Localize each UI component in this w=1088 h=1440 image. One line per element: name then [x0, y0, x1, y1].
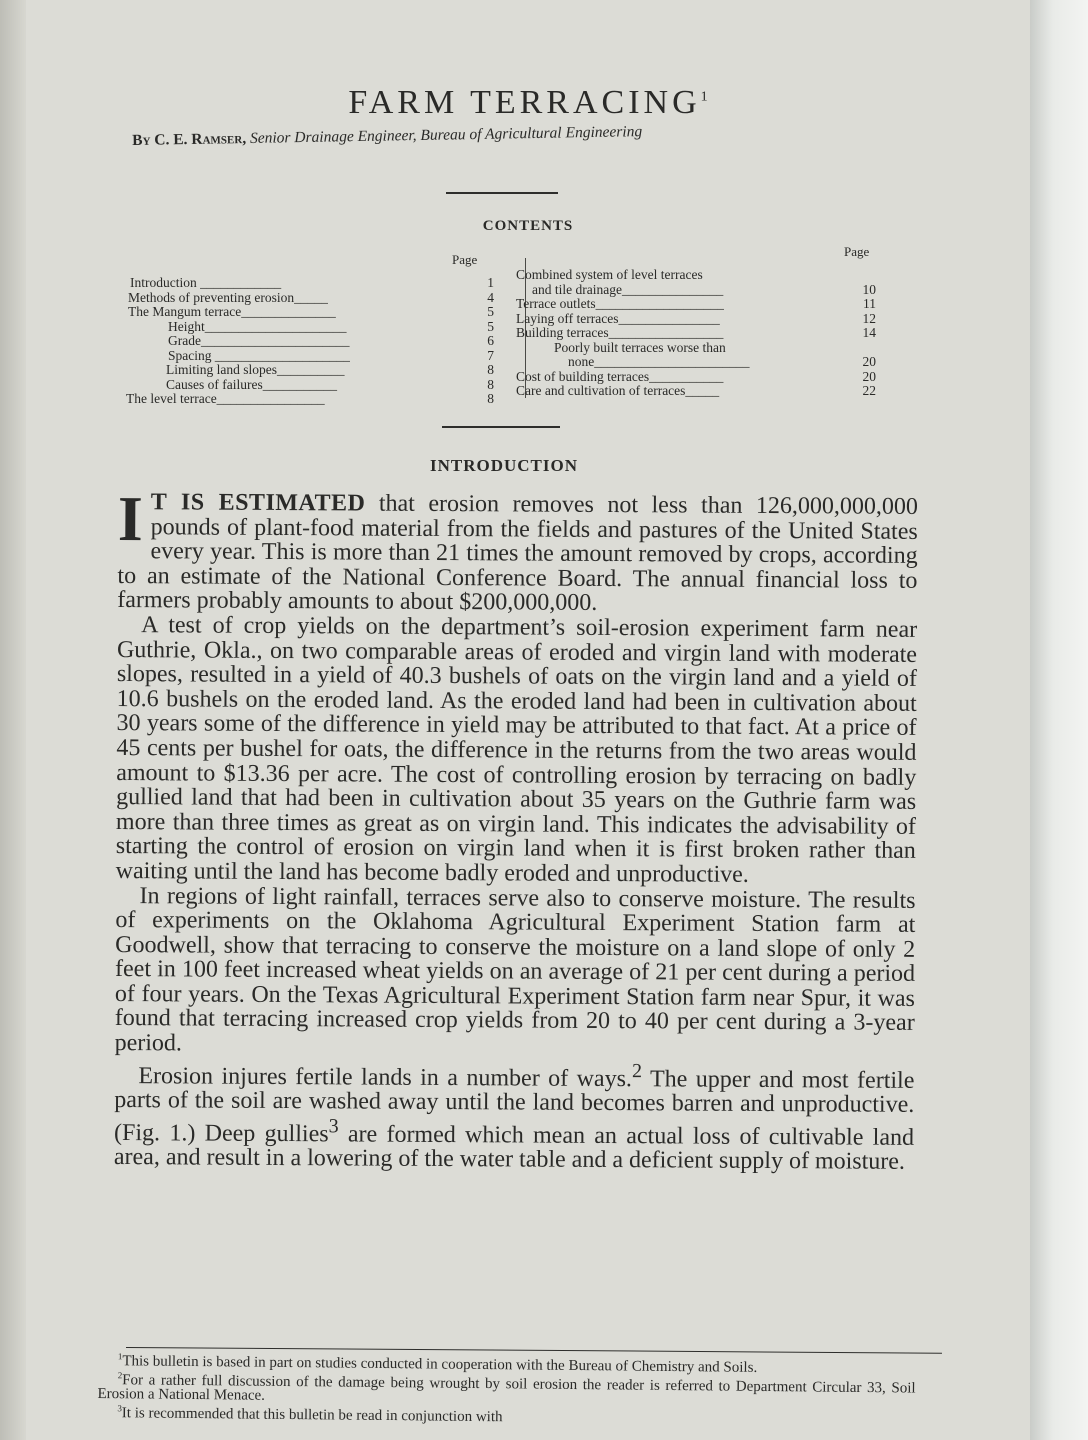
toc-page-label-right: Page: [844, 244, 870, 259]
toc-entry: [126, 392, 496, 407]
byline: [132, 118, 932, 150]
title-rule: [446, 192, 558, 194]
toc-right-column: [516, 268, 896, 399]
toc-entry-label: Introduction ____________: [130, 275, 282, 290]
toc-entry-page: 4: [487, 289, 494, 305]
drop-cap: I: [117, 483, 143, 555]
footnote-ref-3: 3: [328, 1115, 339, 1138]
byline-position: Senior Drainage Engineer, Bureau of Agricultural Engineering: [249, 123, 643, 147]
toc-entry-label: Methods of preventing erosion_____: [128, 289, 328, 305]
toc-entry-label: Laying off terraces_______________: [516, 310, 720, 326]
toc-entry-page: 8: [487, 391, 494, 406]
toc-entry-page: 1: [487, 275, 494, 290]
footnote-2-marker: 2: [117, 1370, 123, 1381]
toc-entry-page: 12: [862, 310, 876, 326]
page-gutter: [0, 0, 26, 1440]
toc-entry-label: none_______________________: [568, 354, 750, 369]
page-title: [26, 84, 1030, 122]
toc-entry: [516, 297, 896, 312]
footnote-ref-2: 2: [631, 1059, 643, 1082]
toc-entry: [126, 378, 496, 393]
toc-entry-page: 6: [487, 333, 494, 348]
footnote-2-text: For a rather full discussion of the damage being wrought by soil erosion the reader is referred to Department Circular 33, Soil Erosion a National Menace.: [97, 1372, 916, 1404]
toc-entry: [516, 326, 896, 341]
toc-entry-label: and tile drainage_______________: [532, 281, 724, 297]
footnote-1-marker: 1: [117, 1351, 123, 1362]
toc-entry: [126, 363, 496, 378]
toc-entry-label: The Mangum terrace______________: [128, 304, 336, 319]
byline-author: C. E. Ramser,: [154, 130, 247, 149]
toc-entry-label: Terrace outlets___________________: [516, 296, 724, 311]
footnote-3-text: It is recommended that this bulletin be read in conjunction with: [121, 1405, 503, 1426]
toc-entry: [126, 320, 496, 335]
toc-entry-label: Limiting land slopes__________: [166, 362, 345, 377]
toc-entry-page: 8: [487, 376, 494, 392]
toc-entry: [126, 276, 496, 291]
section-heading: INTRODUCTION: [429, 456, 579, 475]
paragraph-4: [114, 1056, 915, 1175]
toc-entry-label: The level terrace________________: [126, 391, 325, 406]
lead-in: T IS ESTIMATED: [150, 489, 366, 517]
toc-entry: [126, 349, 496, 364]
toc-entry-page: 10: [862, 281, 876, 297]
title-text: FARM TERRACING: [348, 84, 701, 121]
paragraph-4-part-a: Erosion injures fertile lands in a number of ways.: [138, 1062, 633, 1092]
toc-entry-page: 8: [487, 362, 494, 377]
toc-entry: [126, 334, 496, 349]
paragraph-4-part-c: are formed which mean an actual loss of cultivable land area, and result in a lowering of the water table and a deficient supply of moisture.: [113, 1121, 915, 1176]
toc-entry: [516, 355, 896, 370]
toc-entry-label: Cost of building terraces___________: [516, 368, 724, 384]
toc-entry-label: Causes of failures___________: [166, 376, 337, 392]
toc-entry-page: 22: [862, 383, 876, 398]
toc-entry-label: Care and cultivation of terraces_____: [516, 383, 720, 398]
footnote-3-marker: 3: [117, 1403, 122, 1414]
toc-entry-label: Spacing ____________________: [168, 347, 350, 363]
toc-entry: [516, 370, 896, 385]
footnote-1-text: This bulletin is based in part on studies conducted in cooperation with the Bureau of Chemistry and Soils.: [122, 1353, 758, 1376]
toc-entry-page: 14: [862, 325, 876, 340]
toc-entry-page: 11: [863, 296, 876, 311]
toc-entry-label: Building terraces_________________: [516, 325, 724, 340]
title-footnote-marker: 1: [700, 89, 708, 105]
toc-page-label-left: Page: [452, 252, 478, 267]
toc-entry: [126, 291, 496, 306]
toc-entry-page: 20: [862, 368, 876, 384]
paragraph-2: A test of crop yields on the department’s soil-erosion experiment farm near Guthrie, Okla., on two comparable areas of eroded and virgin land with moderate slopes, resulted in a yield of 40.3 bushels of oats on the virgin land and a yield of 10.6 bushels on the eroded land. As the eroded land had been in cultivation about 30 years some of the difference in yield may be attributed to that fact. At a price of 45 cents per bushel for oats, the difference in the returns from the two areas would amount to $13.36 per acre. The cost of controlling erosion by terracing on badly gullied land that had been in cultivation about 35 years on the Guthrie farm was more than three times as great as on virgin land. This indicates the advisability of starting the control of erosion on virgin land when it is first broken rather than waiting until the land has become badly eroded and unproductive.: [115, 612, 918, 888]
toc-entry: [516, 312, 896, 327]
paragraph-3: In regions of light rainfall, terraces serve also to conserve moisture. The results of experiments on the Oklahoma Agricultural Experiment Station farm at Goodwell, show that terracing to conserve the moisture on a land slope of only 2 feet in 100 feet increased wheat yields on an average of 21 per cent during a period of four years. On the Texas Agricultural Experiment Station farm near Spur, it was found that terracing increased crop yields from 20 to 40 per cent during a 3-year period.: [114, 882, 916, 1057]
toc-entry-page: 5: [487, 318, 494, 334]
next-page-edge: [1030, 0, 1088, 1440]
toc-entry-page: 7: [487, 347, 494, 363]
toc-entry-page: 20: [862, 354, 876, 369]
toc-entry-label: Combined system of level terraces: [516, 267, 703, 282]
toc-entry: [126, 305, 496, 320]
contents-heading: CONTENTS: [482, 218, 574, 234]
byline-by: By: [132, 131, 151, 149]
document-page: [26, 0, 1030, 1440]
body-text: [113, 483, 918, 1176]
contents-rule: [442, 426, 560, 428]
toc-entry: [516, 268, 896, 283]
toc-entry: [516, 384, 896, 399]
toc-entry-label: Poorly built terraces worse than: [554, 339, 726, 355]
toc-entry-label: Grade______________________: [168, 333, 350, 348]
paragraph-1-text: that erosion removes not less than 126,000,000,000 pounds of plant-food material from the fields and pastures of the United States every year. This is more than 21 times the amount removed by crops, according to an estimate of the National Conference Board. The annual financial loss to farmers probably amounts to about $200,000,000.: [117, 490, 918, 617]
toc-entry: [516, 341, 896, 356]
paragraph-1: [117, 483, 918, 618]
toc-entry-page: 5: [487, 304, 494, 319]
toc-left-column: [126, 276, 496, 407]
footnotes: [97, 1349, 916, 1429]
paragraph-4-part-b: The upper and most fertile parts of the soil are washed away until the land becomes barren and unproductive. (Fig. 1.) Deep gullies: [113, 1065, 915, 1148]
toc-entry: [516, 283, 896, 298]
toc-entry-label: Height_____________________: [168, 318, 347, 334]
